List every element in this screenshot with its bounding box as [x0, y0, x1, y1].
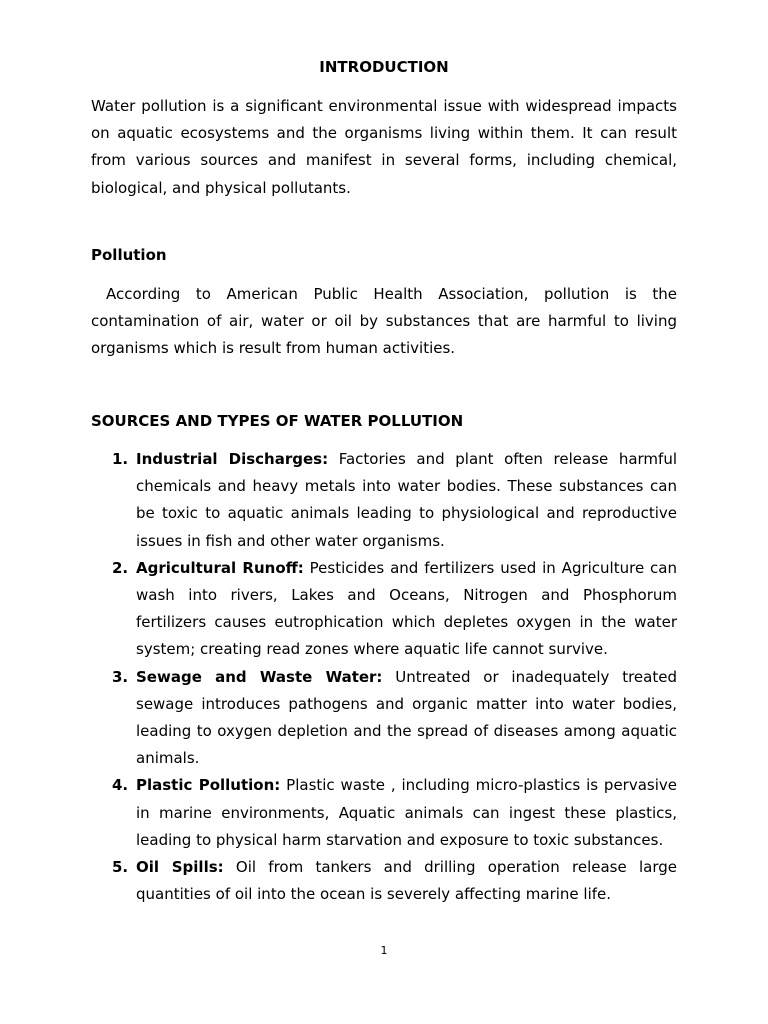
list-item-number: 1. [112, 450, 129, 468]
sources-list [91, 446, 677, 908]
list-item-text: Plastic waste , including micro-plastics is pervasive in marine environments, Aquatic animals can ingest these plastics, leading to physical harm starvation and exposure to toxic substances. [136, 776, 677, 849]
list-item-term: Sewage and Waste Water: [136, 667, 383, 686]
list-item-number: 5. [112, 858, 129, 877]
list-item-number: 3. [112, 667, 129, 686]
list-item-text: Pesticides and fertilizers used in Agriculture can wash into rivers, Lakes and Oceans, Nitrogen and Phosphorum fertilizers causes eutrophication which depletes oxygen in the water system; creating read zones where aquatic life cannot survive. [136, 558, 677, 659]
list-item-term: Plastic Pollution: [136, 776, 281, 795]
sources-heading: SOURCES AND TYPES OF WATER POLLUTION [91, 412, 464, 430]
list-item [91, 555, 677, 664]
page-title: INTRODUCTION [319, 58, 449, 76]
list-item [91, 446, 677, 555]
pollution-heading: Pollution [91, 246, 167, 264]
list-item [91, 664, 677, 773]
list-item-term: Agricultural Runoff: [136, 558, 304, 577]
list-item-text: Factories and plant often release harmful chemicals and heavy metals into water bodies. These substances can be toxic to aquatic animals leading to physiological and reproductive issues in fish and other water organisms. [136, 450, 678, 550]
intro-paragraph: Water pollution is a significant environmental issue with widespread impacts on aquatic ecosystems and the organisms living within them. It can result from various sources and manifest in several forms, including chemical, biological, and physical pollutants. [91, 97, 677, 197]
list-item [91, 854, 677, 908]
list-item-text: Untreated or inadequately treated sewage introduces pathogens and organic matter into water bodies, leading to oxygen depletion and the spread of diseases among aquatic animals. [136, 667, 677, 768]
list-item-text: Oil from tankers and drilling operation release large quantities of oil into the ocean is severely affecting marine life. [136, 858, 677, 904]
list-item-number: 4. [112, 776, 129, 795]
list-item-number: 2. [112, 558, 129, 577]
list-item [91, 772, 677, 854]
page-number: 1 [380, 944, 388, 957]
list-item-term: Industrial Discharges: [136, 450, 329, 468]
pollution-paragraph: According to American Public Health Association, pollution is the contamination of air, water or oil by substances that are harmful to living organisms which is result from human activities. [91, 285, 677, 358]
list-item-term: Oil Spills: [136, 858, 224, 877]
